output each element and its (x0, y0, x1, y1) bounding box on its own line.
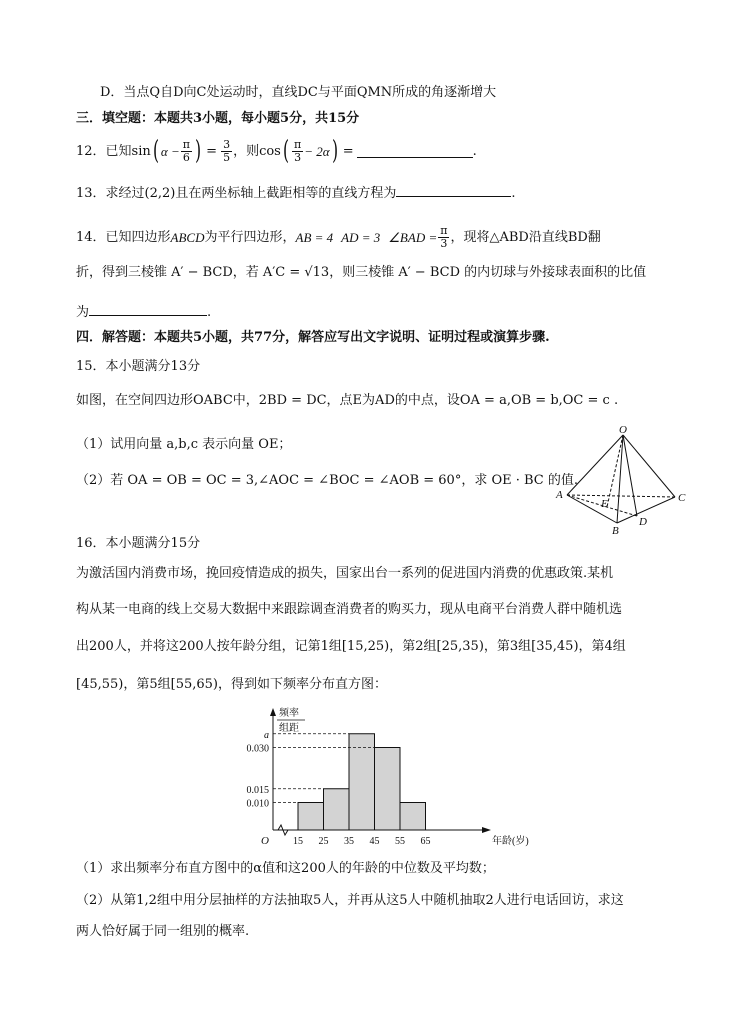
question-14-line-2: 折，得到三棱锥 A′ − BCD，若 A′C = √13，则三棱锥 A′ − BCD 的内切球与外接球表面积的比值 (76, 265, 647, 280)
paren-open: ( (152, 136, 159, 166)
question-14-line-3: 为 . (76, 305, 212, 320)
q16-line-4: [45,55)，第5组[55,65)，得到如下频率分布直方图： (76, 677, 387, 692)
y-tick-label: 0.015 (246, 784, 269, 796)
x-tick-label: 45 (369, 836, 380, 847)
q12-end: . (472, 143, 477, 159)
y-tick-label: 0.010 (246, 798, 269, 810)
question-14-line-1: 14．已知四边形 ABCD 为平行四边形， AB = 4 AD = 3 ∠BAD = $\frac{\pi}{3}$ ，现将△ABD沿直线BD翻 (76, 223, 601, 250)
frequency-histogram (228, 700, 558, 855)
paren-open-2: ( (282, 136, 289, 166)
q15-head: 15．本小题满分13分 (76, 359, 201, 374)
question-12 (76, 136, 477, 166)
label-b: B (612, 525, 619, 535)
histogram-bar (375, 748, 401, 831)
label-c: C (678, 492, 686, 504)
answer-blank-13[interactable] (396, 184, 511, 197)
histogram-bar (298, 803, 324, 831)
q16-line-3: 出200人，并将这200人按年龄分组，记第1组[15,25)，第2组[25,35)，第3组[35,45)，第4组 (76, 639, 626, 654)
question-13: 13．求经过(2,2)且在两坐标轴上截距相等的直线方程为 . (76, 186, 516, 201)
y-label-top: 频率 (279, 708, 299, 719)
x-tick-label: 15 (293, 836, 303, 847)
origin-label: O (261, 835, 269, 847)
q12-frac-35: $\frac{3}{5}$ (223, 137, 231, 164)
answer-blank-14[interactable] (89, 303, 207, 316)
q16-line-1: 为激活国内消费市场，挽回疫情造成的损失，国家出台一系列的促进国内消费的优惠政策.某机 (76, 566, 614, 581)
q12-eq2: = (342, 143, 354, 159)
x-tick-label: 25 (318, 836, 329, 847)
label-e: E (601, 498, 608, 510)
q12-frac-pi6: $\frac{\pi}{6}$ (182, 137, 190, 164)
q15-part-1: （1）试用向量 a,b,c 表示向量 OE； (76, 437, 292, 452)
x-axis-label: 年龄(岁) (492, 836, 529, 847)
x-axis-arrow (482, 827, 491, 833)
q16-part-2: （2）从第1,2组中用分层抽样的方法抽取5人，并再从这5人中随机抽取2人进行电话回访，求这 (76, 893, 624, 908)
histogram-bar (400, 803, 426, 831)
tetrahedron-figure (555, 425, 690, 535)
q12-sin: sin (131, 143, 151, 159)
y-label-bottom: 组距 (279, 723, 299, 734)
answer-blank-12[interactable] (357, 145, 473, 158)
x-tick-label: 35 (344, 836, 354, 847)
section-3-title: 三．填空题：本题共3小题，每小题5分，共15分 (76, 111, 360, 126)
label-d: D (639, 516, 647, 528)
histogram-bar (349, 734, 375, 830)
q16-part-3: 两人恰好属于同一组别的概率. (76, 924, 250, 939)
x-tick-label: 55 (395, 836, 405, 847)
q14-frac-pi3: $\frac{\pi}{3}$ (440, 223, 448, 250)
y-tick-label: a (264, 729, 269, 741)
q15-part-2: （2）若 OA = OB = OC = 3,∠AOC = ∠BOC = ∠AOB = 60°，求 OE · BC 的值. (76, 473, 579, 488)
q16-head: 16．本小题满分15分 (76, 536, 201, 551)
paren-close-2: ) (331, 136, 338, 166)
y-tick-label: 0.030 (246, 743, 269, 755)
label-a: A (556, 489, 563, 501)
q12-alpha: α − (160, 143, 180, 159)
histogram-bar (324, 789, 350, 830)
y-axis-arrow (270, 708, 276, 716)
q12-cos: cos (259, 143, 281, 159)
q12-2alpha: − 2α (304, 143, 330, 159)
section-4-title: 四．解答题：本题共5小题，共77分，解答应写出文字说明、证明过程或演算步骤. (76, 330, 550, 345)
q12-then: ，则 (233, 143, 260, 159)
x-tick-label: 65 (420, 836, 431, 847)
q16-line-2: 构从某一电商的线上交易大数据中来跟踪调查消费者的购买力，现从电商平台消费人群中随机选 (76, 602, 623, 617)
q12-frac-pi3: $\frac{\pi}{3}$ (294, 137, 302, 164)
paren-close: ) (195, 136, 202, 166)
q15-body: 如图，在空间四边形OABC中，2BD = DC，点E为AD的中点，设OA = a,OB = b,OC = c . (76, 393, 619, 408)
label-o: O (619, 425, 627, 436)
q12-eq: = (206, 143, 218, 159)
q16-part-1: （1）求出频率分布直方图中的α值和这200人的年龄的中位数及平均数； (76, 861, 495, 876)
option-d-text: D．当点Q自D向C处运动时，直线DC与平面QMN所成的角逐渐增大 (100, 85, 497, 100)
q12-prefix: 12．已知 (76, 143, 132, 159)
